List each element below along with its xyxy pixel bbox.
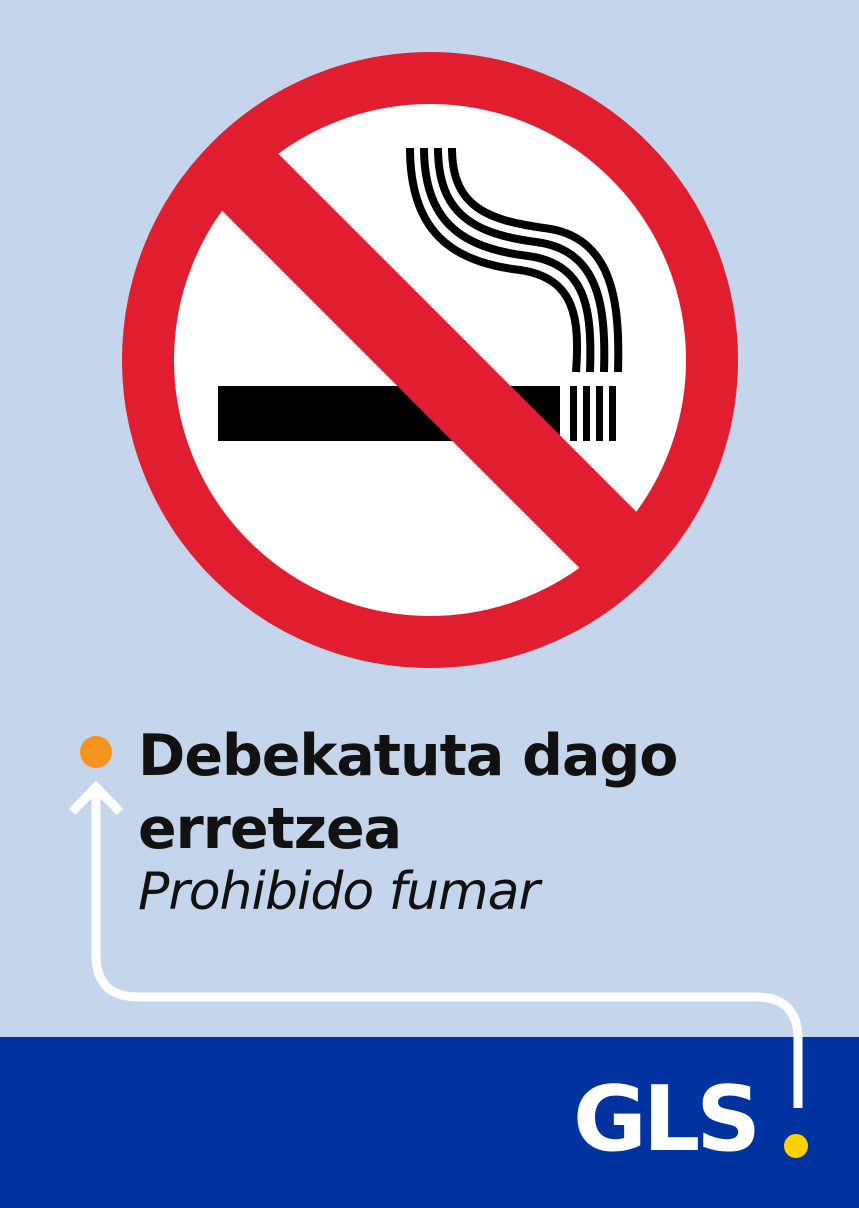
- sign-title-basque-line2: erretzea: [138, 796, 402, 862]
- sign-subtitle-spanish: Prohibido fumar: [138, 862, 539, 922]
- gls-logo: GLS: [573, 1067, 758, 1172]
- orange-dot-icon: [80, 736, 112, 768]
- sign-title-basque: Debekatuta dago: [138, 723, 678, 789]
- logo-dot-icon: [784, 1134, 808, 1158]
